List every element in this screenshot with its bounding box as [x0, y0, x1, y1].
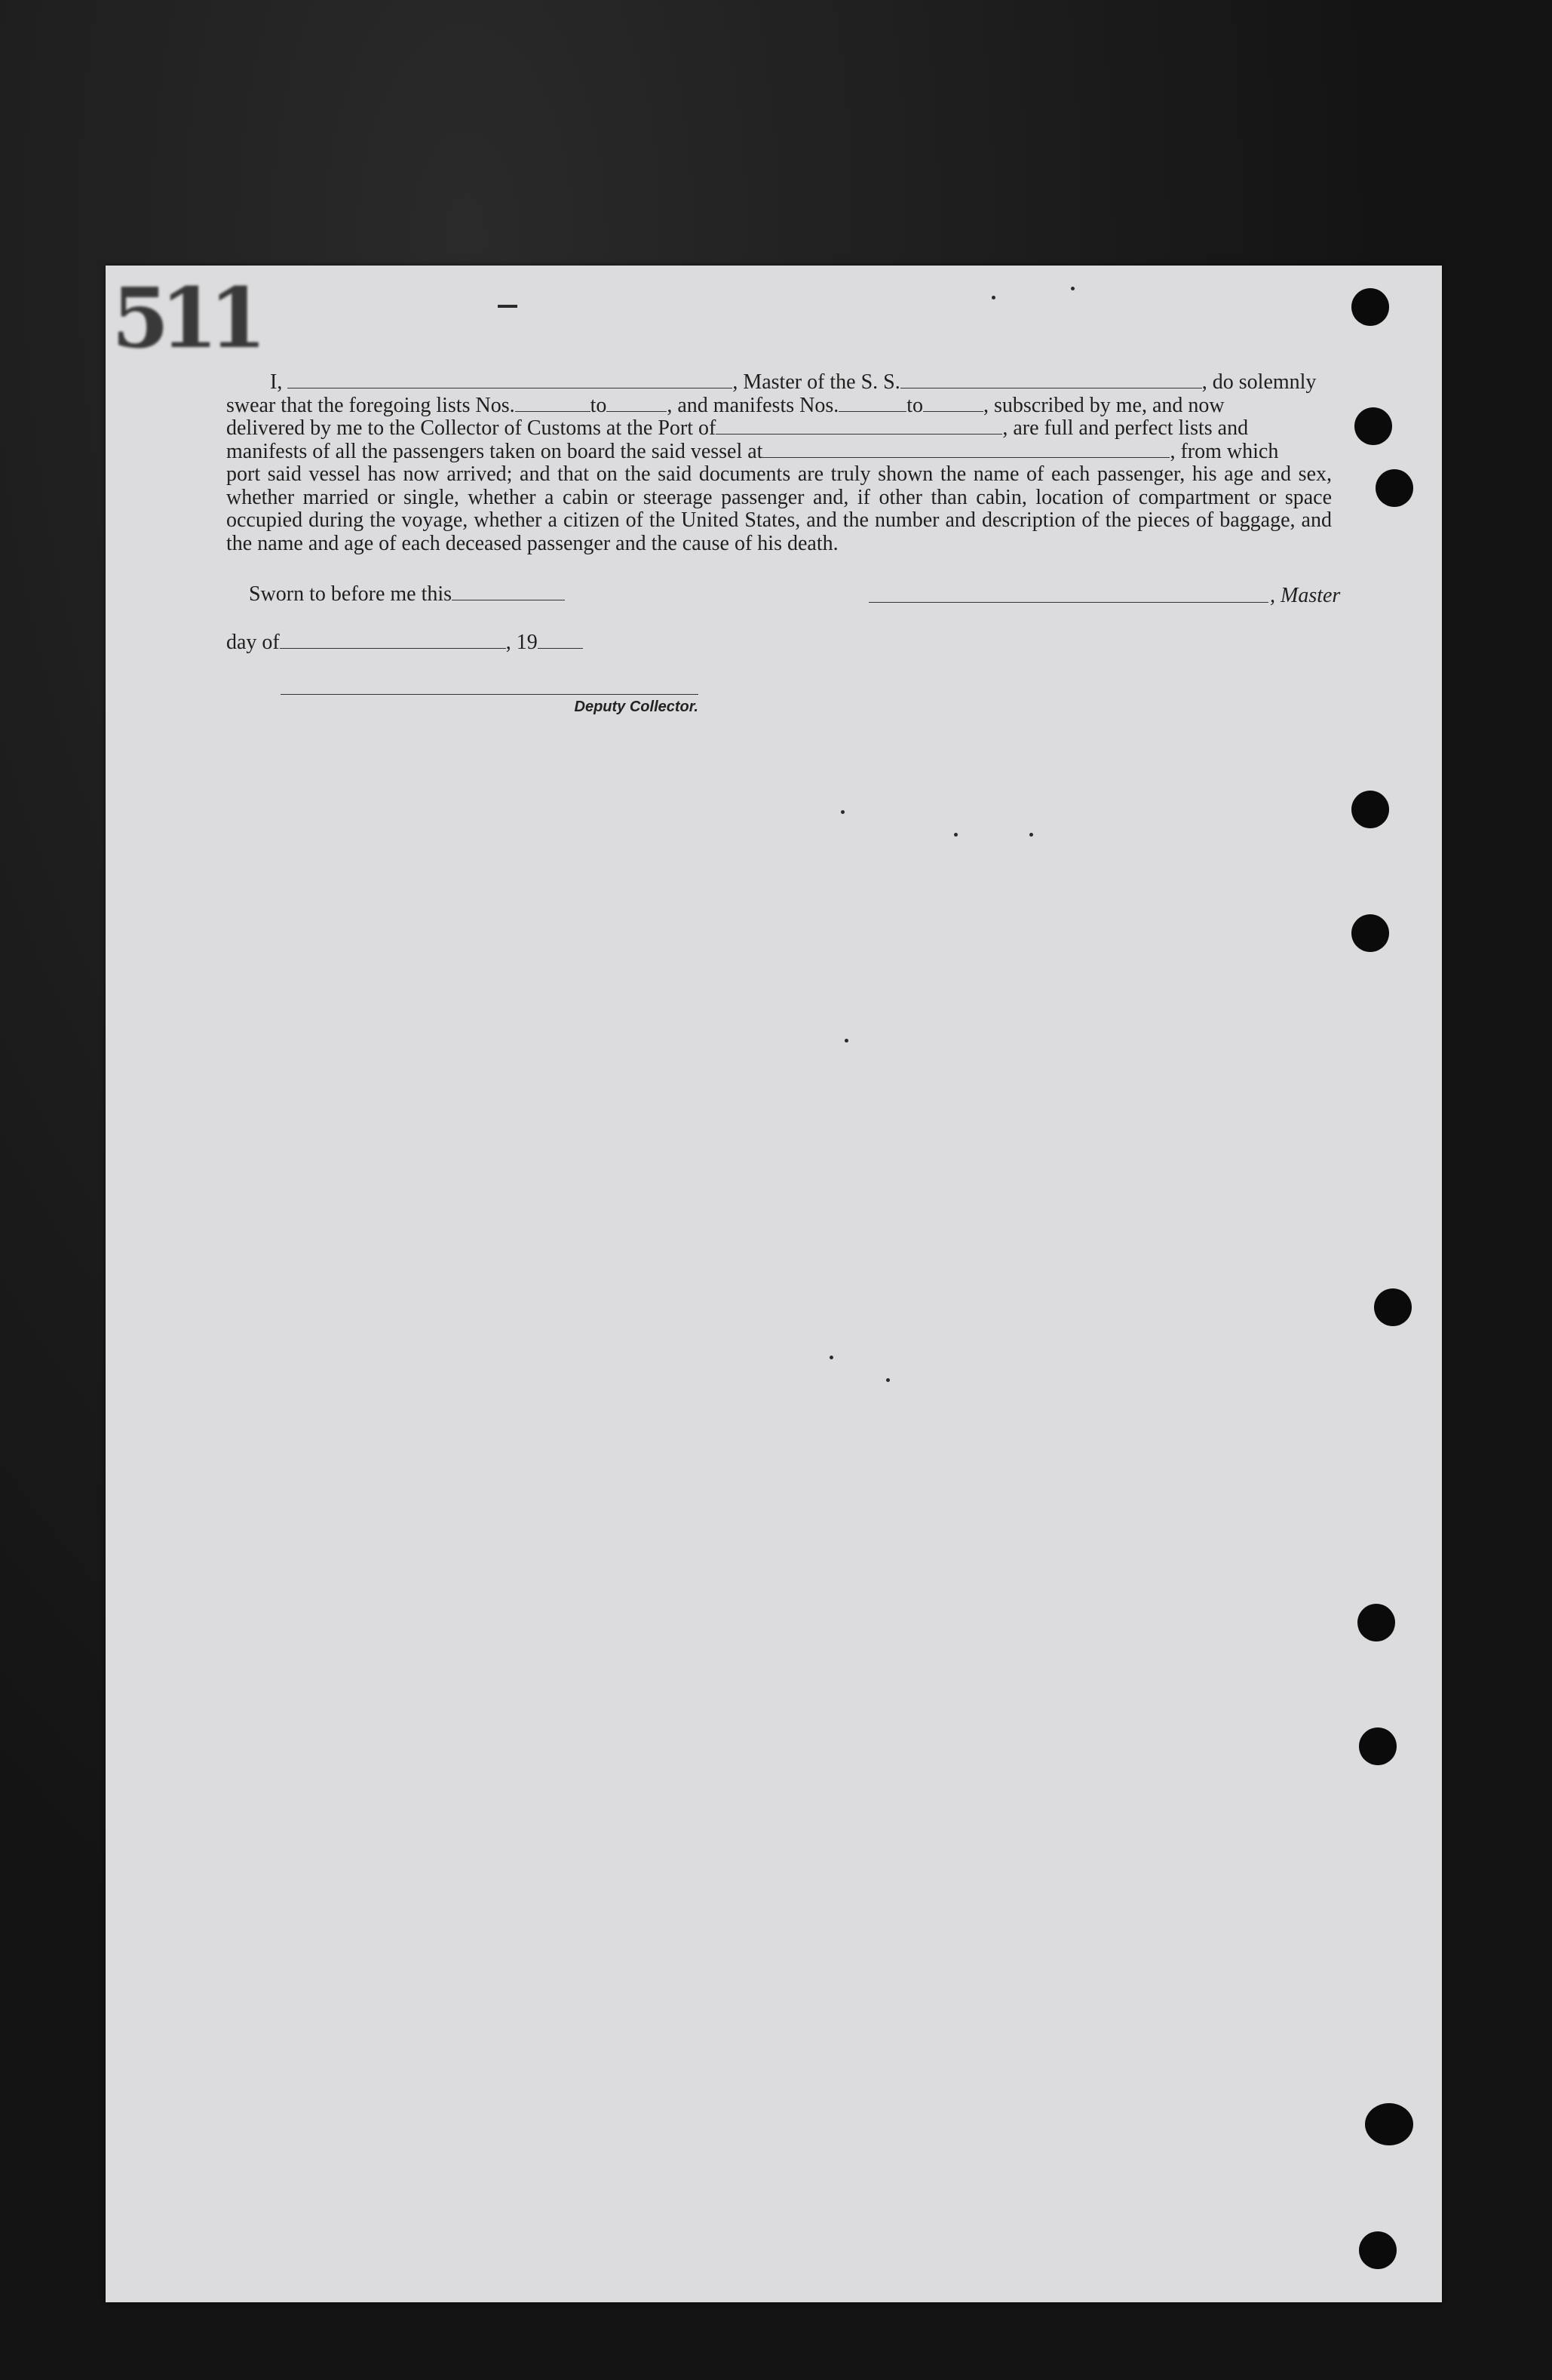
- sworn-label: Sworn to before me this: [249, 582, 452, 606]
- manifests-all-label: manifests of all the passengers taken on board the said vessel at: [226, 439, 763, 463]
- scan-artifact: [830, 1356, 833, 1359]
- oath-body: port said vessel has now arrived; and that on the said documents are truly shown the name of each passenger, his age and sex, whether married or single, whether a cabin or steerage passenger and, if other than cabin, location of compartment or space occupied during the voyage, whether a citizen of the United States, and the number and description of the pieces of baggage, and the name and age of each deceased passenger and the cause of his death.: [226, 462, 1332, 555]
- delivered-label: delivered by me to the Collector of Customs at the Port of: [226, 416, 716, 440]
- punch-hole: [1351, 288, 1389, 326]
- to-label-1: to: [590, 393, 607, 417]
- document-page: [106, 266, 1442, 2302]
- punch-hole: [1351, 791, 1389, 828]
- oath-line-4: [226, 441, 1332, 464]
- deputy-collector-label: Deputy Collector.: [574, 699, 698, 715]
- punch-hole: [1359, 2231, 1397, 2269]
- oath-line-2: [226, 395, 1332, 418]
- port-field[interactable]: [716, 417, 1002, 435]
- day-of-label: day of: [226, 631, 280, 654]
- swear-label: swear that the foregoing lists Nos.: [226, 393, 515, 417]
- year-field[interactable]: [538, 631, 583, 649]
- master-signature-line[interactable]: [869, 602, 1268, 603]
- scan-artifact: [1029, 833, 1033, 837]
- year-prefix-label: , 19: [505, 631, 538, 654]
- master-of-label: , Master of the S. S.: [732, 370, 900, 394]
- punch-hole: [1365, 2103, 1413, 2145]
- oath-line-1: [226, 371, 1332, 395]
- punch-hole: [1354, 407, 1392, 445]
- embarkation-port-field[interactable]: [762, 441, 1170, 458]
- scan-artifact: [1071, 287, 1075, 290]
- lists-from-field[interactable]: [515, 395, 590, 412]
- scan-artifact: [992, 296, 995, 299]
- scan-artifact: [954, 833, 958, 837]
- punch-hole: [1357, 1604, 1395, 1641]
- vessel-name-field[interactable]: [900, 371, 1202, 388]
- scan-artifact: [498, 305, 517, 308]
- subscribed-label: , subscribed by me, and now: [983, 393, 1225, 417]
- master-name-field[interactable]: [287, 371, 732, 388]
- do-solemnly-label: , do solemnly: [1201, 370, 1317, 394]
- manifests-from-field[interactable]: [839, 395, 906, 412]
- to-label-2: to: [906, 393, 924, 417]
- day-of-row: [226, 631, 583, 655]
- month-field[interactable]: [280, 631, 506, 649]
- punch-hole: [1376, 469, 1413, 507]
- punch-hole: [1351, 914, 1389, 952]
- and-manifests-label: , and manifests Nos.: [667, 393, 839, 417]
- from-which-label: , from which: [1170, 439, 1279, 463]
- sworn-row: [249, 582, 565, 607]
- master-label: , Master: [1270, 584, 1341, 607]
- are-full-label: , are full and perfect lists and: [1002, 416, 1249, 440]
- scan-artifact: [886, 1378, 890, 1382]
- lists-to-field[interactable]: [606, 395, 667, 412]
- oath-line-3: [226, 417, 1332, 441]
- punch-hole: [1374, 1288, 1412, 1326]
- sworn-day-field[interactable]: [452, 583, 565, 600]
- page-number-stamp: 511: [112, 269, 258, 367]
- scan-artifact: [845, 1039, 848, 1043]
- punch-hole: [1359, 1727, 1397, 1765]
- oath-opening: I,: [270, 370, 283, 394]
- oath-paragraph: [226, 371, 1332, 555]
- manifests-to-field[interactable]: [923, 395, 983, 412]
- deputy-collector-signature-line[interactable]: [281, 694, 698, 695]
- scan-artifact: [841, 810, 845, 814]
